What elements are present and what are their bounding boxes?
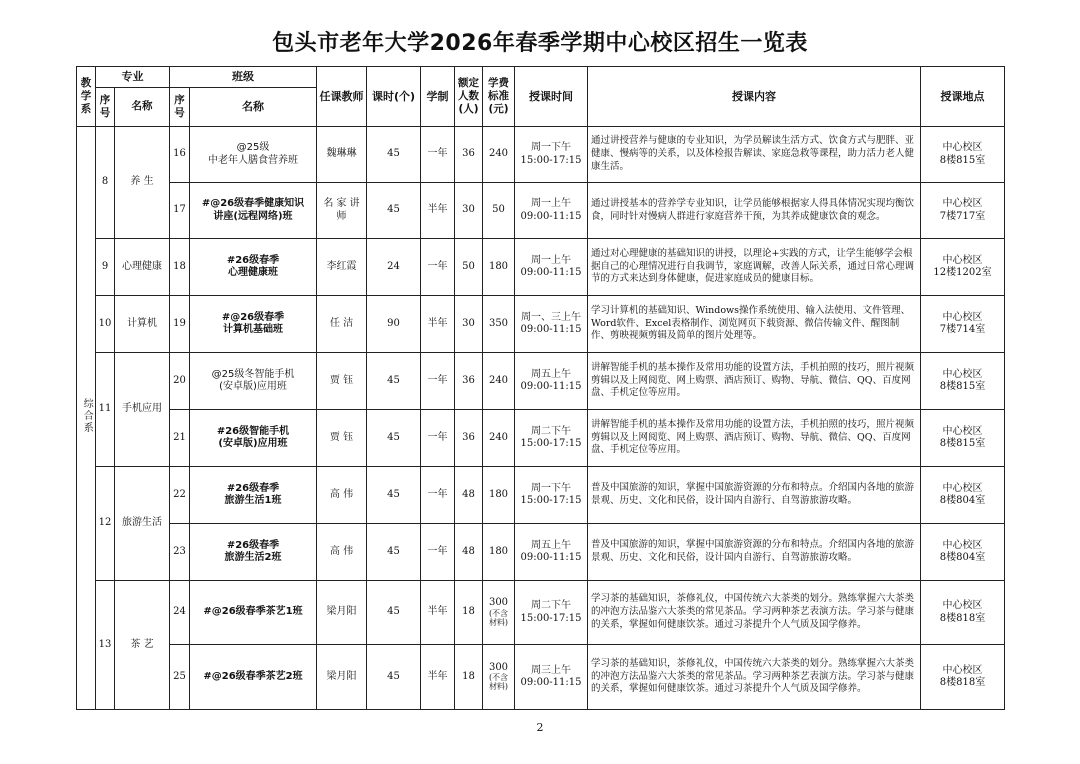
department-cell: 综合系 (77, 127, 96, 710)
class-name: @25级 中老年人膳食营养班 (190, 127, 317, 183)
table-row (77, 183, 1005, 239)
teacher: 高 伟 (317, 467, 367, 524)
course-content: 普及中国旅游的知识，掌握中国旅游资源的分布和特点。介绍国内各地的旅游景观、历史、文化和民俗，设计国内自游行、自驾游旅游攻略。 (588, 467, 921, 524)
teacher: 贾 钰 (317, 353, 367, 410)
class-time: 周五上午 09:00-11:15 (515, 353, 588, 410)
course-content: 讲解智能手机的基本操作及常用功能的设置方法，手机拍照的技巧，照片视频剪辑以及上网阅览、网上购票、酒店预订、购物、导航、微信、QQ、百度网盘、手机定位等应用。 (588, 353, 921, 410)
teacher: 李红霞 (317, 239, 367, 296)
term: 半年 (421, 183, 455, 239)
quota: 36 (455, 353, 483, 410)
hours: 45 (367, 467, 421, 524)
class-no: 24 (170, 581, 190, 645)
header-class-name: 名称 (190, 88, 317, 127)
class-time: 周一上午 09:00-11:15 (515, 239, 588, 296)
class-no: 17 (170, 183, 190, 239)
table-row (77, 127, 1005, 183)
location: 中心校区 8楼818室 (921, 581, 1005, 645)
fee: 350 (483, 296, 515, 353)
class-name: #26级智能手机 (安卓版)应用班 (190, 410, 317, 467)
class-name: @25级冬智能手机 (安卓版)应用班 (190, 353, 317, 410)
teacher: 魏琳琳 (317, 127, 367, 183)
class-name: #26级春季 旅游生活2班 (190, 524, 317, 581)
location: 中心校区 8楼804室 (921, 467, 1005, 524)
hours: 90 (367, 296, 421, 353)
table-row (77, 353, 1005, 410)
course-content: 学习茶的基础知识，茶修礼仪，中国传统六大茶类的划分。熟练掌握六大茶类的冲泡方法品鉴六大茶类的常见茶品。学习两种茶艺表演方法。学习茶与健康的关系，掌握如何健康饮茶。通过习茶提升个人气质及国学修养。 (588, 581, 921, 645)
term: 半年 (421, 581, 455, 645)
class-time: 周一、三上午 09:00-11:15 (515, 296, 588, 353)
class-name: #@26级春季 计算机基础班 (190, 296, 317, 353)
header-time: 授课时间 (515, 67, 588, 127)
table-row (77, 467, 1005, 524)
class-no: 18 (170, 239, 190, 296)
quota: 50 (455, 239, 483, 296)
header-content: 授课内容 (588, 67, 921, 127)
table-row (77, 581, 1005, 645)
term: 一年 (421, 239, 455, 296)
quota: 36 (455, 410, 483, 467)
enrollment-table (76, 66, 1005, 710)
hours: 45 (367, 524, 421, 581)
major-no: 10 (96, 296, 115, 353)
location: 中心校区 8楼804室 (921, 524, 1005, 581)
hours: 45 (367, 645, 421, 710)
course-content: 学习茶的基础知识，茶修礼仪，中国传统六大茶类的划分。熟练掌握六大茶类的冲泡方法品鉴六大茶类的常见茶品。学习两种茶艺表演方法。学习茶与健康的关系，掌握如何健康饮茶。通过习茶提升个人气质及国学修养。 (588, 645, 921, 710)
term: 一年 (421, 127, 455, 183)
course-content: 通过讲授基本的营养学专业知识，让学员能够根据家人得具体情况实现均衡饮食，同时针对慢病人群进行家庭营养干预，为其养成健康饮食的观念。 (588, 183, 921, 239)
header-location: 授课地点 (921, 67, 1005, 127)
teacher: 梁月阳 (317, 645, 367, 710)
header-teacher: 任课教师 (317, 67, 367, 127)
hours: 24 (367, 239, 421, 296)
quota: 48 (455, 524, 483, 581)
class-no: 23 (170, 524, 190, 581)
location: 中心校区 8楼818室 (921, 645, 1005, 710)
header-major: 专业 (96, 67, 170, 88)
class-name: #@26级春季茶艺2班 (190, 645, 317, 710)
class-time: 周一上午 09:00-11:15 (515, 183, 588, 239)
class-time: 周一下午 15:00-17:15 (515, 127, 588, 183)
quota: 18 (455, 645, 483, 710)
header-term: 学制 (421, 67, 455, 127)
course-content: 通过对心理健康的基础知识的讲授，以理论+实践的方式，让学生能够学会根据自己的心理情况进行自我调节，家庭调解，改善人际关系，通过日常心理调节的方式来达到身体健康，促进家庭成员的健康目标。 (588, 239, 921, 296)
major-no: 12 (96, 467, 115, 581)
location: 中心校区 7楼714室 (921, 296, 1005, 353)
class-time: 周五上午 09:00-11:15 (515, 524, 588, 581)
header-class: 班级 (170, 67, 317, 88)
hours: 45 (367, 581, 421, 645)
location: 中心校区 8楼815室 (921, 127, 1005, 183)
course-content: 普及中国旅游的知识，掌握中国旅游资源的分布和特点。介绍国内各地的旅游景观、历史、文化和民俗，设计国内自游行、自驾游旅游攻略。 (588, 524, 921, 581)
class-name: #@26级春季茶艺1班 (190, 581, 317, 645)
class-no: 21 (170, 410, 190, 467)
quota: 48 (455, 467, 483, 524)
class-no: 22 (170, 467, 190, 524)
quota: 36 (455, 127, 483, 183)
term: 一年 (421, 353, 455, 410)
fee: 50 (483, 183, 515, 239)
header-fee: 学费标准(元) (483, 67, 515, 127)
major-no: 8 (96, 127, 115, 239)
term: 一年 (421, 410, 455, 467)
teacher: 任 洁 (317, 296, 367, 353)
header-major-name: 名称 (115, 88, 170, 127)
class-name: #@26级春季健康知识 讲座(远程网络)班 (190, 183, 317, 239)
location: 中心校区 8楼815室 (921, 410, 1005, 467)
term: 一年 (421, 467, 455, 524)
class-time: 周二下午 15:00-17:15 (515, 581, 588, 645)
major-name: 旅游生活 (115, 467, 170, 581)
class-no: 19 (170, 296, 190, 353)
major-no: 9 (96, 239, 115, 296)
header-dept: 教学系 (77, 67, 96, 127)
class-name: #26级春季 旅游生活1班 (190, 467, 317, 524)
hours: 45 (367, 410, 421, 467)
table-row (77, 524, 1005, 581)
class-time: 周二下午 15:00-17:15 (515, 410, 588, 467)
class-no: 16 (170, 127, 190, 183)
fee: 300 (不含材料) (483, 645, 515, 710)
fee: 240 (483, 410, 515, 467)
fee: 240 (483, 353, 515, 410)
page-number: 2 (536, 721, 544, 734)
fee: 180 (483, 239, 515, 296)
class-name: #26级春季 心理健康班 (190, 239, 317, 296)
fee: 180 (483, 524, 515, 581)
quota: 30 (455, 183, 483, 239)
term: 半年 (421, 296, 455, 353)
teacher: 梁月阳 (317, 581, 367, 645)
hours: 45 (367, 183, 421, 239)
location: 中心校区 12楼1202室 (921, 239, 1005, 296)
major-name: 养 生 (115, 127, 170, 239)
table-row (77, 645, 1005, 710)
course-content: 通过讲授营养与健康的专业知识，为学员解读生活方式、饮食方式与肥胖、亚健康、慢病等的关系，以及体检报告解读、家庭急救等课程，助力活力老人健康生活。 (588, 127, 921, 183)
header-class-no: 序号 (170, 88, 190, 127)
class-time: 周一下午 15:00-17:15 (515, 467, 588, 524)
location: 中心校区 8楼815室 (921, 353, 1005, 410)
header-major-no: 序号 (96, 88, 115, 127)
major-name: 手机应用 (115, 353, 170, 467)
table-row (77, 239, 1005, 296)
course-content: 讲解智能手机的基本操作及常用功能的设置方法，手机拍照的技巧，照片视频剪辑以及上网阅览、网上购票、酒店预订、购物、导航、微信、QQ、百度网盘、手机定位等应用。 (588, 410, 921, 467)
major-name: 茶 艺 (115, 581, 170, 710)
fee: 180 (483, 467, 515, 524)
teacher: 高 伟 (317, 524, 367, 581)
class-time: 周三上午 09:00-11:15 (515, 645, 588, 710)
fee: 300 (不含材料) (483, 581, 515, 645)
location: 中心校区 7楼717室 (921, 183, 1005, 239)
header-quota: 额定人数(人) (455, 67, 483, 127)
fee: 240 (483, 127, 515, 183)
major-no: 13 (96, 581, 115, 710)
quota: 18 (455, 581, 483, 645)
page-title: 包头市老年大学2026年春季学期中心校区招生一览表 (272, 31, 808, 56)
table-row (77, 410, 1005, 467)
teacher: 名 家 讲 师 (317, 183, 367, 239)
hours: 45 (367, 127, 421, 183)
course-content: 学习计算机的基础知识、Windows操作系统使用、输入法使用、文件管理、Word软件、Excel表格制作、浏览网页下载资源、微信传输文件、醒图制作、剪映视频剪辑及简单的图片处理等。 (588, 296, 921, 353)
class-no: 25 (170, 645, 190, 710)
term: 半年 (421, 645, 455, 710)
class-no: 20 (170, 353, 190, 410)
teacher: 贾 钰 (317, 410, 367, 467)
quota: 30 (455, 296, 483, 353)
hours: 45 (367, 353, 421, 410)
table-row (77, 296, 1005, 353)
major-name: 心理健康 (115, 239, 170, 296)
major-no: 11 (96, 353, 115, 467)
header-hours: 课时(个) (367, 67, 421, 127)
major-name: 计算机 (115, 296, 170, 353)
term: 一年 (421, 524, 455, 581)
